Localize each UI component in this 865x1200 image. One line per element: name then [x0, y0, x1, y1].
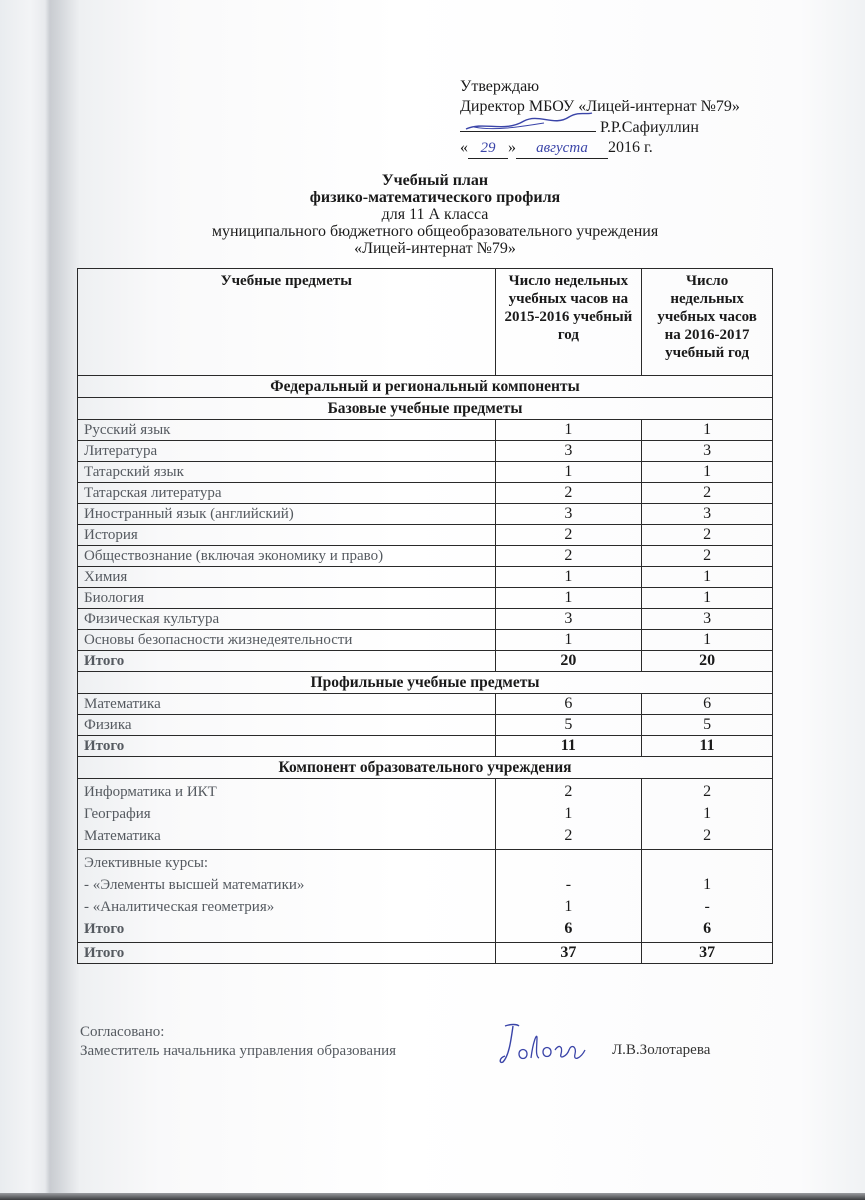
agreed-name: Л.В.Золотарева — [612, 1042, 711, 1058]
hours-2016-cell: 2 — [642, 546, 773, 567]
school-hours-2016-cell — [642, 779, 773, 850]
table-row — [78, 483, 773, 504]
approval-signature-line — [460, 117, 740, 138]
table-row — [78, 567, 773, 588]
school-hours-2015-cell — [495, 779, 642, 850]
hours-line: 2 — [564, 827, 573, 844]
table-row — [78, 715, 773, 736]
hours-2015-cell: 3 — [495, 504, 642, 525]
quote-close: » — [508, 139, 516, 156]
grand-total-row — [78, 943, 773, 964]
section-base-label: Базовые учебные предметы — [78, 398, 773, 420]
hours-line: 1 — [703, 876, 712, 893]
agreed-position: Заместитель начальника управления образования — [80, 1043, 397, 1059]
section-school — [78, 757, 773, 779]
hours-2016-cell: 5 — [642, 715, 773, 736]
hours-2016-cell: 1 — [642, 630, 773, 651]
approval-heading: Утверждаю — [460, 78, 540, 95]
electives-hours-2015-cell — [495, 850, 642, 943]
quote-open: « — [460, 139, 468, 156]
section-federal-label: Федеральный и региональный компоненты — [78, 376, 773, 398]
hours-line: 1 — [564, 898, 573, 915]
title-line-1: Учебный план — [381, 172, 489, 189]
table-row — [78, 420, 773, 441]
total-2015: 37 — [495, 943, 642, 964]
table-row — [78, 588, 773, 609]
subject-cell: Биология — [78, 588, 496, 609]
title-line-5: «Лицей-интернат №79» — [354, 240, 516, 257]
hours-line: - — [704, 898, 710, 915]
subject-cell: Физическая культура — [78, 609, 496, 630]
electives-heading: Элективные курсы: — [84, 855, 209, 871]
hours-2016-cell: 1 — [642, 567, 773, 588]
header-2015-2016: Число недельных учебных часов на 2015-2016 учебный год — [495, 269, 642, 376]
subject-line: - «Аналитическая геометрия» — [84, 899, 275, 915]
hours-line: 2 — [564, 783, 573, 800]
total-2016: 20 — [642, 651, 773, 672]
hours-line: 2 — [703, 827, 712, 844]
hours-2015-cell: 5 — [495, 715, 642, 736]
subject-line: Информатика и ИКТ — [84, 784, 217, 800]
subject-cell: Литература — [78, 441, 496, 462]
hours-2016-cell: 1 — [642, 420, 773, 441]
hours-2016-cell: 1 — [642, 588, 773, 609]
table-row — [78, 441, 773, 462]
total-2016: 11 — [642, 736, 773, 757]
subject-line: - «Элементы высшей математики» — [84, 877, 305, 893]
table-row — [78, 462, 773, 483]
table-row — [78, 525, 773, 546]
electives-hours-2016-cell — [642, 850, 773, 943]
hours-2016-cell: 3 — [642, 609, 773, 630]
scan-bottom-edge — [0, 1193, 865, 1200]
hours-2015-cell: 3 — [495, 609, 642, 630]
subject-cell: Татарская литература — [78, 483, 496, 504]
section-profile — [78, 672, 773, 694]
hours-2016-cell: 2 — [642, 483, 773, 504]
hours-line: 1 — [703, 805, 712, 822]
total-2015: 20 — [495, 651, 642, 672]
approval-signer: Р.Р.Сафиуллин — [600, 119, 699, 136]
section-profile-label: Профильные учебные предметы — [78, 672, 773, 694]
spacer-line — [648, 852, 766, 874]
table-header-row — [78, 269, 773, 376]
hours-2016-cell: 6 — [642, 694, 773, 715]
school-rows — [78, 779, 773, 850]
date-day: 29 — [468, 138, 508, 159]
subject-cell: Химия — [78, 567, 496, 588]
subject-line: Математика — [84, 828, 161, 844]
hours-2015-cell: 1 — [495, 588, 642, 609]
hours-line: 1 — [564, 805, 573, 822]
electives-rows — [78, 850, 773, 943]
total-label: Итого — [78, 651, 496, 672]
director-signature-icon — [464, 107, 594, 135]
table-row — [78, 694, 773, 715]
date-year: 2016 г. — [608, 139, 653, 156]
title-line-3: для 11 А класса — [381, 206, 489, 223]
subject-line: География — [84, 806, 151, 822]
hours-2015-cell: 1 — [495, 420, 642, 441]
date-month: августа — [516, 138, 608, 159]
subject-cell: Физика — [78, 715, 496, 736]
deputy-signature-icon — [497, 1020, 587, 1068]
hours-2016-cell: 3 — [642, 504, 773, 525]
total-label: Итого — [78, 943, 496, 964]
table-row — [78, 504, 773, 525]
signature-underline — [460, 117, 596, 132]
agreed-block — [80, 1023, 396, 1061]
hours-2015-cell: 1 — [495, 630, 642, 651]
table-row — [78, 609, 773, 630]
section-federal — [78, 376, 773, 398]
hours-2016-cell: 1 — [642, 462, 773, 483]
title-line-2: физико-математического профиля — [309, 189, 561, 206]
electives-subjects-cell — [78, 850, 496, 943]
profile-total-row — [78, 736, 773, 757]
title-line-4: муниципального бюджетного общеобразовательного учреждения — [211, 223, 659, 240]
curriculum-table — [77, 268, 773, 964]
section-school-label: Компонент образовательного учреждения — [78, 757, 773, 779]
subject-cell: Основы безопасности жизнедеятельности — [78, 630, 496, 651]
spacer-line — [502, 852, 636, 874]
hours-2016-cell: 3 — [642, 441, 773, 462]
hours-2016-cell: 2 — [642, 525, 773, 546]
hours-2015-cell: 2 — [495, 483, 642, 504]
approval-position: Директор МБОУ «Лицей-интернат №79» — [460, 98, 740, 115]
hours-2015-cell: 1 — [495, 462, 642, 483]
subject-cell: Математика — [78, 694, 496, 715]
approval-block — [460, 77, 740, 159]
subject-cell: Русский язык — [78, 420, 496, 441]
subject-cell: Иностранный язык (английский) — [78, 504, 496, 525]
subject-cell: История — [78, 525, 496, 546]
base-total-row — [78, 651, 773, 672]
total-label: Итого — [78, 736, 496, 757]
agreed-label: Согласовано: — [80, 1024, 165, 1040]
header-subjects: Учебные предметы — [78, 269, 496, 376]
table-row — [78, 630, 773, 651]
hours-2015-cell: 3 — [495, 441, 642, 462]
hours-2015-cell: 1 — [495, 567, 642, 588]
hours-line: - — [565, 876, 572, 893]
hours-2015-cell: 2 — [495, 525, 642, 546]
hours-line: 2 — [703, 783, 712, 800]
school-subjects-cell — [78, 779, 496, 850]
electives-total-2015: 6 — [564, 920, 573, 937]
subject-cell: Татарский язык — [78, 462, 496, 483]
section-base — [78, 398, 773, 420]
electives-total-label: Итого — [84, 921, 125, 937]
total-2016: 37 — [642, 943, 773, 964]
approval-date — [460, 138, 740, 159]
document-title — [160, 172, 710, 257]
table-row — [78, 546, 773, 567]
hours-2015-cell: 6 — [495, 694, 642, 715]
subject-cell: Обществознание (включая экономику и право) — [78, 546, 496, 567]
electives-total-2016: 6 — [703, 920, 712, 937]
header-2016-2017: Число недельных учебных часов на 2016-2017 учебный год — [642, 269, 773, 376]
hours-2015-cell: 2 — [495, 546, 642, 567]
total-2015: 11 — [495, 736, 642, 757]
